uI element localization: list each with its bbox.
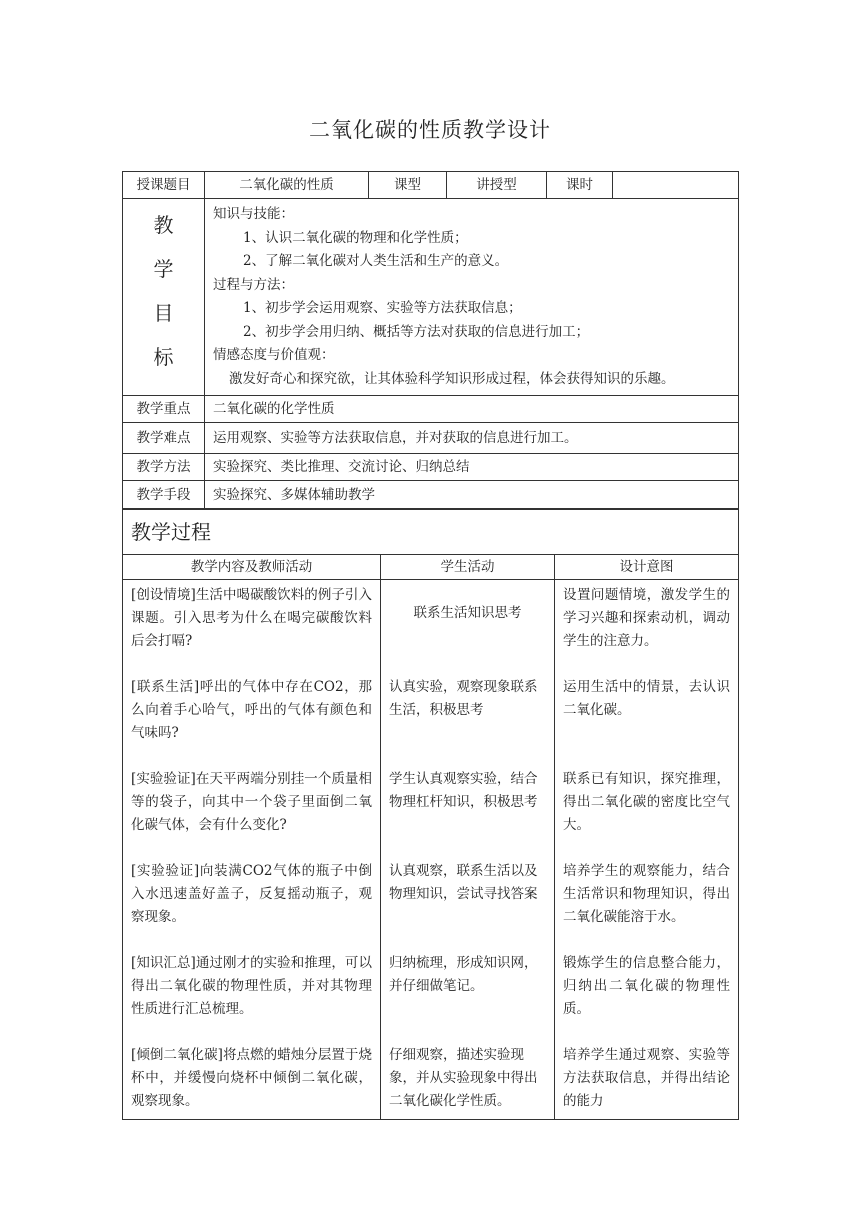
process-title-row [123,510,739,555]
method-row [123,454,739,481]
intent-step: 联系已有知识，探究推理，得出二氧化碳的密度比空气大。 [563,771,731,833]
hours-label: 课时 [547,172,613,199]
student-step: 归纳梳理，形成知识网，并仔细做笔记。 [389,955,538,994]
process-table [122,509,739,1120]
means-row [123,481,739,509]
student-step: 学生认真观察实验，结合物理杠杆知识，积极思考 [389,771,538,810]
objective-item: 1、初步学会运用观察、实验等方法获取信息； [243,300,522,316]
student-step: 认真观察，联系生活以及物理知识，尝试寻找答案 [389,863,538,902]
means-label: 教学手段 [123,481,205,509]
objectives-content [205,199,739,396]
key-point-value: 二氧化碳的化学性质 [205,396,739,423]
objective-item: 激发好奇心和探究欲，让其体验科学知识形成过程，体会获得知识的乐趣。 [229,370,675,387]
hours-value [613,172,739,199]
objectives-row [123,199,739,396]
teacher-step: [联系生活]呼出的气体中存在CO2，那么向着手心哈气，呼出的气体有颜色和气味吗? [131,679,372,741]
objectives-label: 教 学 目 标 [123,199,205,396]
type-label: 课型 [369,172,447,199]
header-teacher: 教学内容及教师活动 [123,555,381,580]
student-step: 认真实验，观察现象联系生活，积极思考 [389,679,538,718]
key-point-label: 教学重点 [123,396,205,423]
topic-label: 授课题目 [123,172,205,199]
teacher-step: [知识汇总]通过刚才的实验和推理，可以得出二氧化碳的物理性质，并对其物理性质进行汇总梳理。 [131,955,372,1017]
header-intent: 设计意图 [555,555,739,580]
method-label: 教学方法 [123,454,205,481]
process-body-row [123,580,739,1120]
process-title: 教学过程 [123,510,739,555]
lesson-info-table [122,171,739,509]
difficulty-label: 教学难点 [123,423,205,454]
intent-step: 培养学生的观察能力，结合生活常识和物理知识，得出二氧化碳能溶于水。 [563,863,731,925]
intent-step: 运用生活中的情景，去认识二氧化碳。 [563,679,731,718]
design-intents [555,580,739,1120]
teacher-step: [实验验证]在天平两端分别挂一个质量相等的袋子，向其中一个袋子里面倒二氧化碳气体，会有什么变化? [131,771,372,833]
teacher-activities [123,580,381,1120]
key-point-row [123,396,739,423]
teacher-step: [实验验证]向装满CO2气体的瓶子中倒入水迅速盖好盖子，反复摇动瓶子，观察现象。 [131,863,372,925]
header-student: 学生活动 [381,555,555,580]
difficulty-value: 运用观察、实验等方法获取信息，并对获取的信息进行加工。 [205,423,739,454]
objective-item: 1、认识二氧化碳的物理和化学性质； [243,229,468,246]
means-value: 实验探究、多媒体辅助教学 [205,481,739,509]
document-title: 二氧化碳的性质教学设计 [309,118,551,142]
process-header-row [123,555,739,580]
student-step: 仔细观察，描述实验现象，并从实验现象中得出二氧化碳化学性质。 [389,1047,538,1109]
difficulty-row [123,423,739,454]
intent-step: 培养学生通过观察、实验等方法获取信息，并得出结论的能力 [563,1047,731,1109]
method-value: 实验探究、类比推理、交流讨论、归纳总结 [205,454,739,481]
topic-row [123,172,739,199]
objective-item: 2、了解二氧化碳对人类生活和生产的意义。 [243,253,509,269]
topic-value: 二氧化碳的性质 [205,172,369,199]
objective-heading: 过程与方法： [213,276,294,293]
intent-step: 锻炼学生的信息整合能力，归纳出二氧化碳的物理性质。 [563,955,731,1017]
objective-heading: 知识与技能： [213,206,294,222]
teacher-step: [倾倒二氧化碳]将点燃的蜡烛分层置于烧杯中，并缓慢向烧杯中倾倒二氧化碳，观察现象。 [131,1047,372,1109]
teacher-step: [创设情境]生活中喝碳酸饮料的例子引入课题。引入思考为什么在喝完碳酸饮料后会打嗝? [131,587,372,649]
student-activities [381,580,555,1120]
intent-step: 设置问题情境，激发学生的学习兴趣和探索动机，调动学生的注意力。 [563,587,731,649]
student-step: 联系生活知识思考 [413,605,522,621]
objective-heading: 情感态度与价值观： [213,347,335,363]
type-value: 讲授型 [447,172,547,199]
objective-item: 2、初步学会用归纳、概括等方法对获取的信息进行加工； [243,323,590,340]
